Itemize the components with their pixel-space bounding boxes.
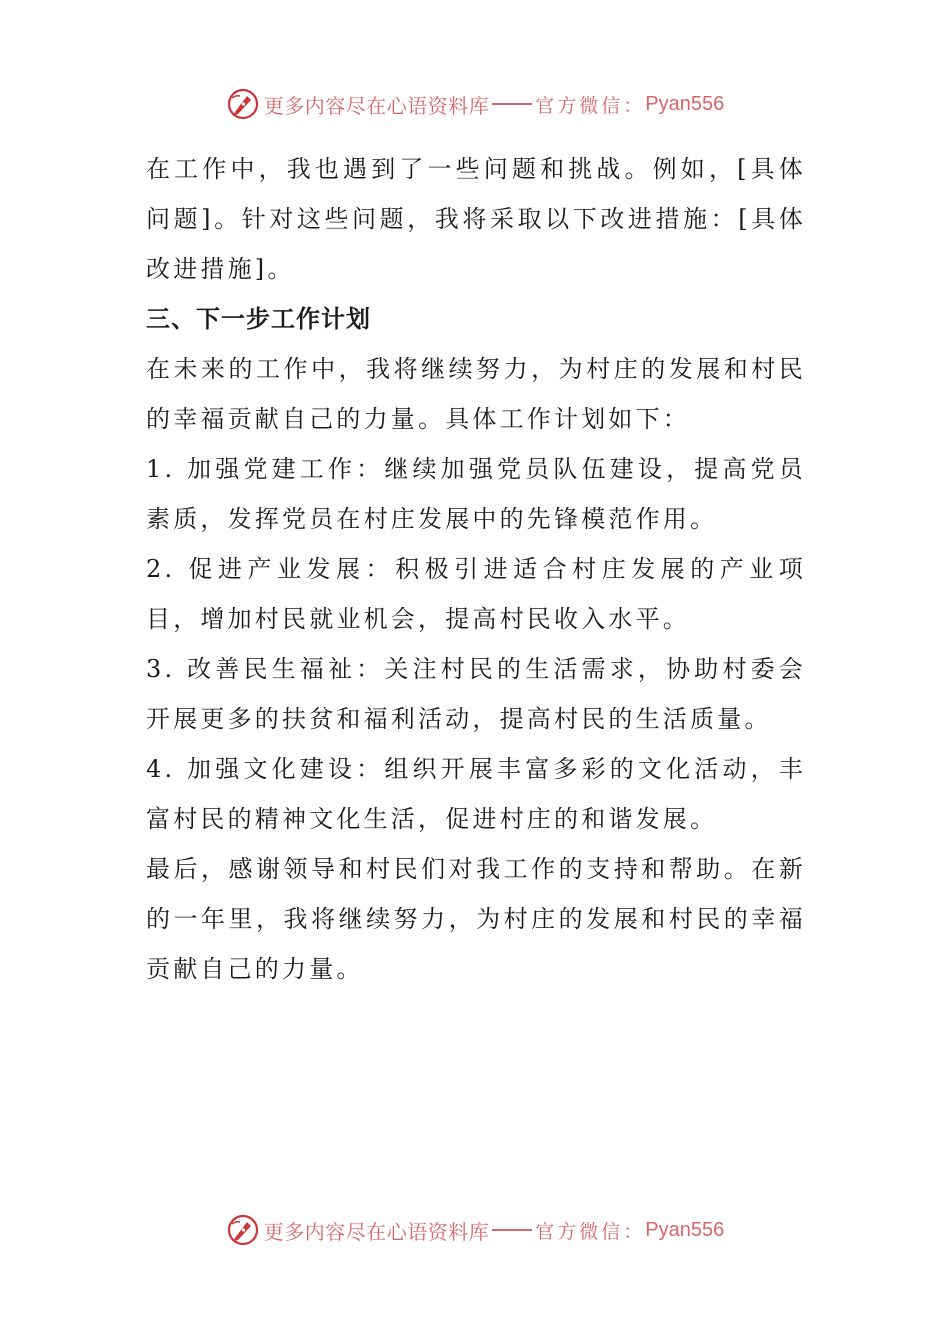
section-heading-next-plan: 三、下一步工作计划 — [146, 305, 371, 333]
plan-item-2: 2. 促进产业发展：积极引进适合村庄发展的产业项目，增加村民就业机会，提高村民收入水平。 — [146, 555, 806, 633]
plan-item-3: 3. 改善民生福祉：关注村民的生活需求，协助村委会开展更多的扶贫和福利活动，提高村民的生活质量。 — [146, 655, 806, 733]
plan-item-4: 4. 加强文化建设：组织开展丰富多彩的文化活动，丰富村民的精神文化生活，促进村庄的和谐发展。 — [146, 755, 806, 833]
plan-item-1: 1. 加强党建工作：继续加强党员队伍建设，提高党员素质，发挥党员在村庄发展中的先锋模范作用。 — [146, 455, 806, 533]
footer-banner — [0, 1208, 950, 1252]
banner-wechat-id: Pyan556 — [645, 1218, 725, 1241]
paragraph-closing: 最后，感谢领导和村民们对我工作的支持和帮助。在新的一年里，我将继续努力，为村庄的发展和村民的幸福贡献自己的力量。 — [146, 855, 806, 983]
banner-dash — [492, 1229, 532, 1231]
banner-wechat-label: 官方微信： — [535, 1220, 646, 1243]
document-body — [146, 144, 806, 994]
pen-nib-logo-icon — [226, 87, 260, 121]
banner-brand-text: 更多内容尽在心语资料库 — [263, 93, 490, 118]
pen-nib-logo-icon — [226, 1213, 260, 1247]
paragraph-intro-plan: 在未来的工作中，我将继续努力，为村庄的发展和村民的幸福贡献自己的力量。具体工作计划如下： — [146, 355, 806, 433]
banner-wechat-id: Pyan556 — [645, 92, 725, 115]
paragraph-problems: 在工作中，我也遇到了一些问题和挑战。例如，[具体问题]。针对这些问题，我将采取以下改进措施：[具体改进措施]。 — [146, 155, 806, 283]
banner-dash — [492, 103, 532, 105]
banner-brand-text: 更多内容尽在心语资料库 — [263, 1219, 490, 1244]
header-banner — [0, 82, 950, 126]
banner-wechat-label: 官方微信： — [535, 94, 646, 117]
